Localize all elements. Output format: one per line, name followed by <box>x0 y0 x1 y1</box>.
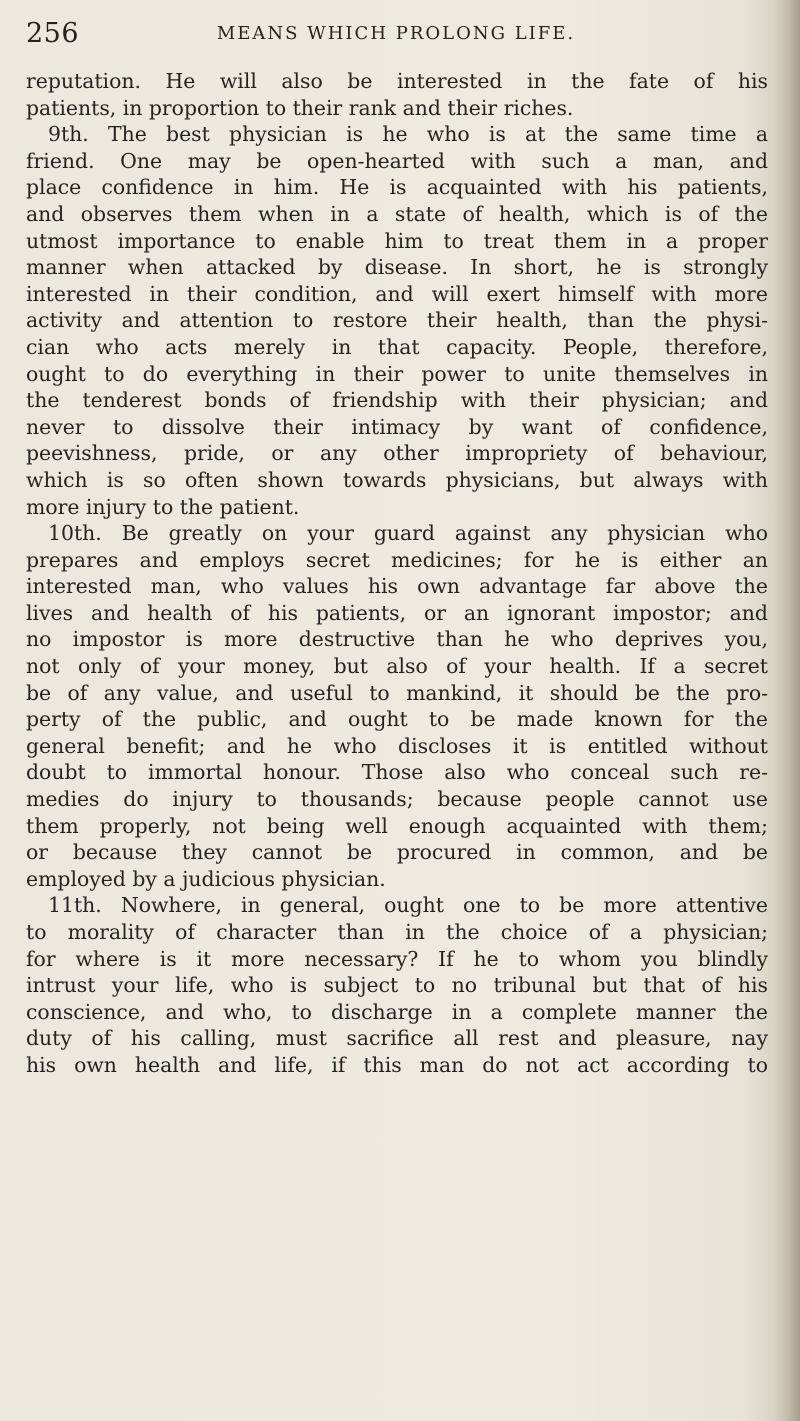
text-line: medies do injury to thousands; because people cannot use <box>26 787 768 812</box>
body-text <box>26 68 768 1079</box>
text-line: general benefit; and he who discloses it is entitled without <box>26 733 768 758</box>
page-gutter-shadow <box>774 0 800 1421</box>
text-line: prepares and employs secret medicines; for he is either an <box>26 547 768 572</box>
text-line: conscience, and who, to discharge in a complete manner the <box>26 999 768 1024</box>
text-line: peevishness, pride, or any other impropriety of behaviour, <box>26 441 768 466</box>
text-line: and observes them when in a state of health, which is of the <box>26 201 768 226</box>
text-line: more injury to the patient. <box>26 494 300 519</box>
page-number: 256 <box>26 18 80 49</box>
text-line: the tenderest bonds of friendship with their physician; and <box>26 388 768 413</box>
text-line: them properly, not being well enough acquainted with them; <box>26 813 768 838</box>
text-line: or because they cannot be procured in common, and be <box>26 840 768 865</box>
text-line: doubt to immortal honour. Those also who conceal such re- <box>26 760 768 785</box>
text-line: interested man, who values his own advantage far above the <box>26 574 768 599</box>
text-line: reputation. He will also be interested in the fate of his <box>26 69 768 93</box>
text-line: for where is it more necessary? If he to whom you blindly <box>26 946 768 971</box>
text-line: activity and attention to restore their health, than the physi- <box>26 308 768 333</box>
text-line: interested in their condition, and will exert himself with more <box>26 281 768 306</box>
paragraph-10th-start: 10th. Be greatly on your guard against any physician who <box>48 521 768 546</box>
text-line: place confidence in him. He is acquainted with his patients, <box>26 175 768 200</box>
text-line: duty of his calling, must sacrifice all rest and pleasure, nay <box>26 1026 768 1051</box>
text-line: ought to do everything in their power to unite themselves in <box>26 361 768 386</box>
text-line: employed by a judicious physician. <box>26 866 386 891</box>
text-line: not only of your money, but also of your health. If a secret <box>26 654 768 679</box>
text-line: intrust your life, who is subject to no tribunal but that of his <box>26 973 768 998</box>
text-line: never to dissolve their intimacy by want of confidence, <box>26 414 768 439</box>
text-line: his own health and life, if this man do not act according to <box>26 1052 768 1077</box>
text-line: perty of the public, and ought to be made known for the <box>26 707 768 732</box>
text-line: which is so often shown towards physicians, but always with <box>26 467 768 492</box>
text-line: manner when attacked by disease. In short, he is strongly <box>26 255 768 280</box>
page-header <box>26 14 766 54</box>
paragraph-9th-start: 9th. The best physician is he who is at the same time a <box>48 122 768 147</box>
text-line: utmost importance to enable him to treat them in a proper <box>26 228 768 253</box>
text-line: friend. One may be open-hearted with such a man, and <box>26 148 768 173</box>
running-head: MEANS WHICH PROLONG LIFE. <box>216 23 576 44</box>
text-line: lives and health of his patients, or an ignorant impostor; and <box>26 600 768 625</box>
text-line: patients, in proportion to their rank and their riches. <box>26 95 574 120</box>
text-line: be of any value, and useful to mankind, it should be the pro- <box>26 680 768 705</box>
paragraph-11th-start: 11th. Nowhere, in general, ought one to be more attentive <box>48 893 768 918</box>
text-line: no impostor is more destructive than he who deprives you, <box>26 627 768 652</box>
text-line: to morality of character than in the choice of a physician; <box>26 920 768 944</box>
text-line: cian who acts merely in that capacity. People, therefore, <box>26 334 768 359</box>
